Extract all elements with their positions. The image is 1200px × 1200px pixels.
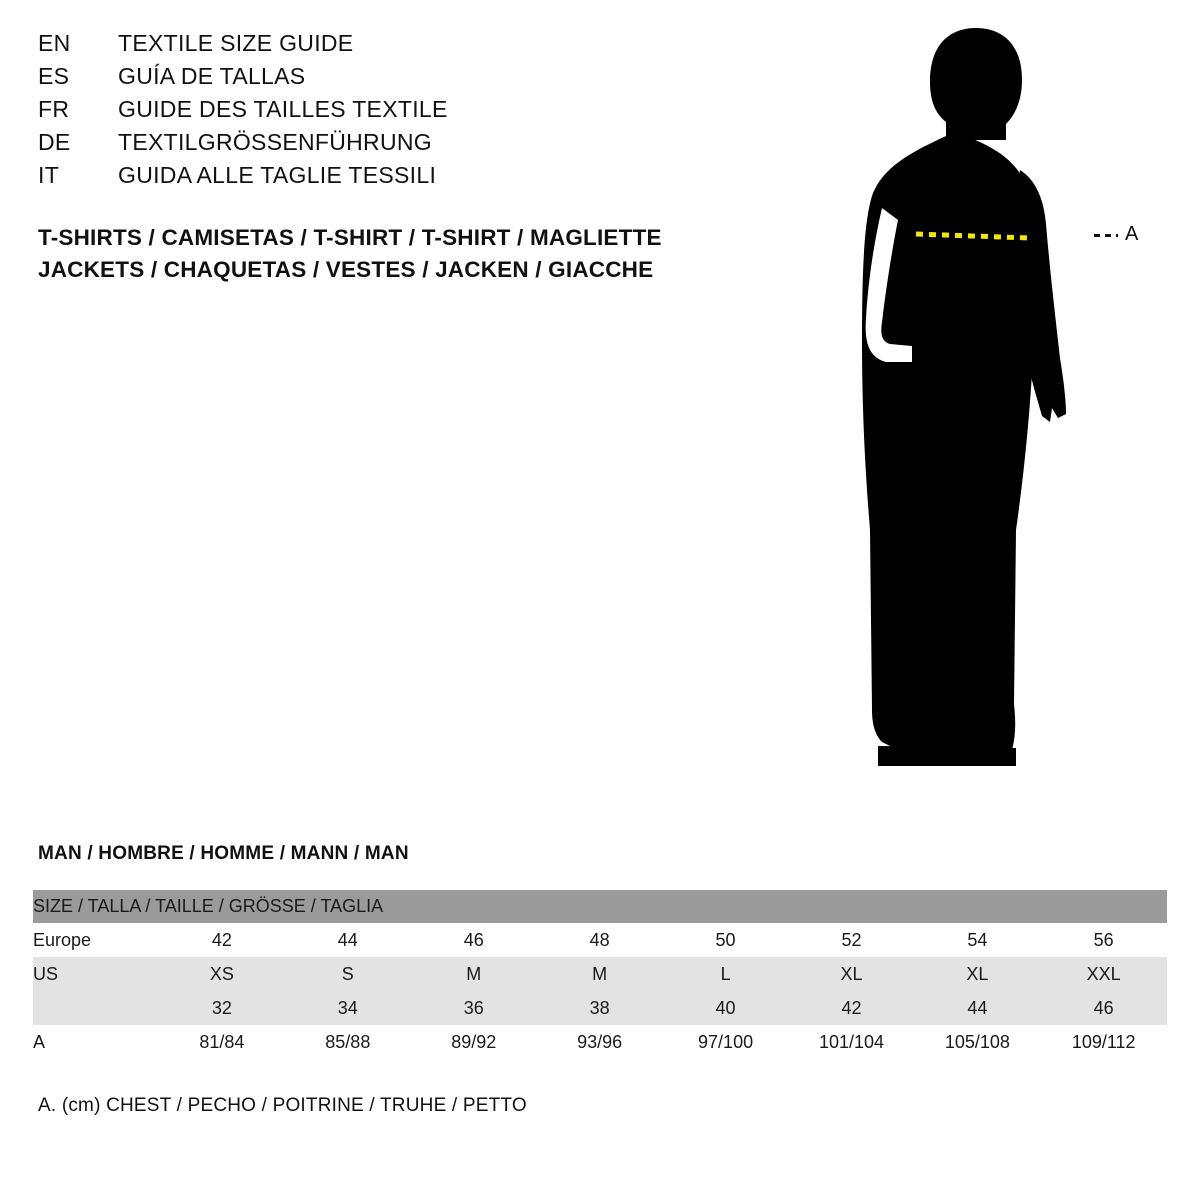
language-text: GUÍA DE TALLAS xyxy=(118,63,306,89)
measure-label-a: A xyxy=(1125,223,1139,245)
cell-europe-2: 44 xyxy=(285,923,411,957)
table-row xyxy=(33,1025,1167,1059)
cell-europe-5: 50 xyxy=(663,923,789,957)
cell-europe-8: 56 xyxy=(1040,923,1167,957)
cell-europe-6: 52 xyxy=(789,923,915,957)
footnote-chest-measure: A. (cm) CHEST / PECHO / POITRINE / TRUHE / PETTO xyxy=(38,1095,527,1116)
row-label-numeric xyxy=(33,991,159,1025)
cell-a-7: 105/108 xyxy=(914,1025,1040,1059)
language-code: FR xyxy=(38,96,70,122)
cell-us-2: S xyxy=(285,957,411,991)
cell-us-7: XL xyxy=(914,957,1040,991)
category-line-jackets: JACKETS / CHAQUETAS / VESTES / JACKEN / GIACCHE xyxy=(38,257,654,282)
row-label-us: US xyxy=(33,957,159,991)
cell-a-5: 97/100 xyxy=(663,1025,789,1059)
language-row xyxy=(38,162,738,195)
cell-a-2: 85/88 xyxy=(285,1025,411,1059)
language-code: DE xyxy=(38,129,71,155)
measure-leader-dashes xyxy=(1094,234,1118,237)
cell-numeric-7: 44 xyxy=(914,991,1040,1025)
cell-numeric-8: 46 xyxy=(1040,991,1167,1025)
language-text: GUIDA ALLE TAGLIE TESSILI xyxy=(118,162,437,188)
cell-us-8: XXL xyxy=(1040,957,1167,991)
language-code: EN xyxy=(38,30,71,56)
cell-us-3: M xyxy=(411,957,537,991)
row-label-europe: Europe xyxy=(33,923,159,957)
cell-numeric-4: 38 xyxy=(537,991,663,1025)
table-header-label: SIZE / TALLA / TAILLE / GRÖSSE / TAGLIA xyxy=(33,890,1167,923)
language-text: GUIDE DES TAILLES TEXTILE xyxy=(118,96,448,122)
language-text: TEXTILGRÖSSENFÜHRUNG xyxy=(118,129,432,155)
cell-a-3: 89/92 xyxy=(411,1025,537,1059)
category-line-tshirts: T-SHIRTS / CAMISETAS / T-SHIRT / T-SHIRT / MAGLIETTE xyxy=(38,225,662,250)
language-text: TEXTILE SIZE GUIDE xyxy=(118,30,354,56)
category-block xyxy=(38,222,798,286)
row-label-a: A xyxy=(33,1025,159,1059)
cell-us-1: XS xyxy=(159,957,285,991)
cell-a-4: 93/96 xyxy=(537,1025,663,1059)
language-row xyxy=(38,30,738,63)
cell-numeric-3: 36 xyxy=(411,991,537,1025)
cell-us-5: L xyxy=(663,957,789,991)
table-row xyxy=(33,923,1167,957)
language-code: IT xyxy=(38,162,60,188)
language-row xyxy=(38,63,738,96)
cell-europe-4: 48 xyxy=(537,923,663,957)
table-row xyxy=(33,957,1167,991)
cell-europe-1: 42 xyxy=(159,923,285,957)
table-section-title: MAN / HOMBRE / HOMME / MANN / MAN xyxy=(38,843,409,864)
cell-europe-7: 54 xyxy=(914,923,1040,957)
cell-numeric-2: 34 xyxy=(285,991,411,1025)
language-row xyxy=(38,129,738,162)
body-silhouette-figure xyxy=(820,10,1180,800)
cell-numeric-1: 32 xyxy=(159,991,285,1025)
language-header-block xyxy=(38,30,738,195)
cell-us-4: M xyxy=(537,957,663,991)
cell-a-6: 101/104 xyxy=(789,1025,915,1059)
cell-numeric-5: 40 xyxy=(663,991,789,1025)
size-table xyxy=(33,890,1167,1059)
cell-europe-3: 46 xyxy=(411,923,537,957)
cell-a-1: 81/84 xyxy=(159,1025,285,1059)
cell-us-6: XL xyxy=(789,957,915,991)
language-code: ES xyxy=(38,63,70,89)
table-row xyxy=(33,991,1167,1025)
language-row xyxy=(38,96,738,129)
cell-numeric-6: 42 xyxy=(789,991,915,1025)
table-header-row xyxy=(33,890,1167,923)
cell-a-8: 109/112 xyxy=(1040,1025,1167,1059)
